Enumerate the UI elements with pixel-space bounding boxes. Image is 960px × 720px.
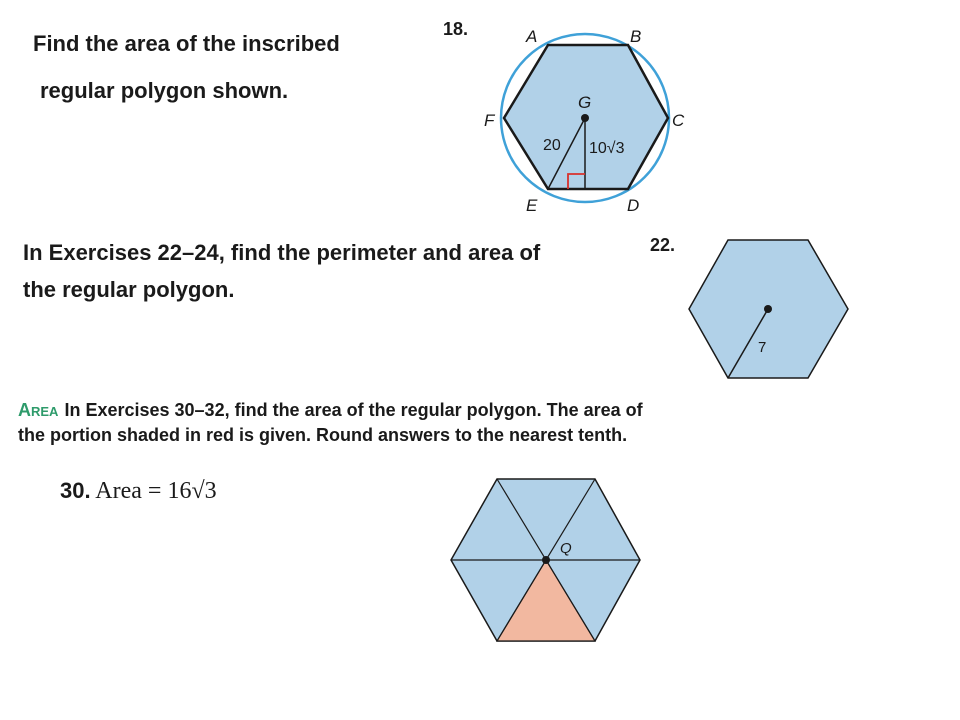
vertex-label-g: G: [578, 93, 592, 112]
problem30-area-text: Area = 16√3: [95, 478, 217, 504]
center-point-q: [542, 556, 550, 564]
vertex-label-b: B: [630, 27, 642, 46]
area-tag: Area: [18, 400, 59, 420]
problem30-number: 30.: [60, 478, 91, 503]
figure-30: [451, 479, 640, 641]
exercises30-32-instruction-line2: the portion shaded in red is given. Round answers to the nearest tenth.: [18, 425, 628, 445]
problem18-number: 18.: [443, 19, 469, 39]
exercises22-24-instruction-line1: In Exercises 22–24, find the perimeter and area of: [23, 240, 541, 265]
vertex-label-e: E: [526, 196, 538, 215]
apothem-length-label: 10√3: [589, 140, 625, 157]
vertex-label-c: C: [672, 111, 685, 130]
vertex-label-f: F: [484, 111, 495, 130]
center-point-22: [764, 305, 772, 313]
radius-length-label-22: 7: [758, 339, 767, 356]
exercises22-24-instruction-line2: the regular polygon.: [23, 277, 235, 302]
figure-18: [484, 27, 685, 215]
vertex-label-d: D: [627, 196, 640, 215]
problem18-instruction-line1: Find the area of the inscribed: [33, 31, 340, 56]
center-point-g: [581, 114, 589, 122]
problem22-number: 22.: [650, 235, 676, 255]
radius-length-label: 20: [543, 137, 561, 154]
problem18-instruction-line2: regular polygon shown.: [40, 78, 289, 103]
vertex-label-a: A: [526, 27, 538, 46]
exercises30-32-instruction-text: In Exercises 30–32, find the area of the regular polygon. The area of: [64, 400, 643, 420]
center-label-q: Q: [560, 540, 572, 557]
figure-22: [689, 240, 848, 378]
